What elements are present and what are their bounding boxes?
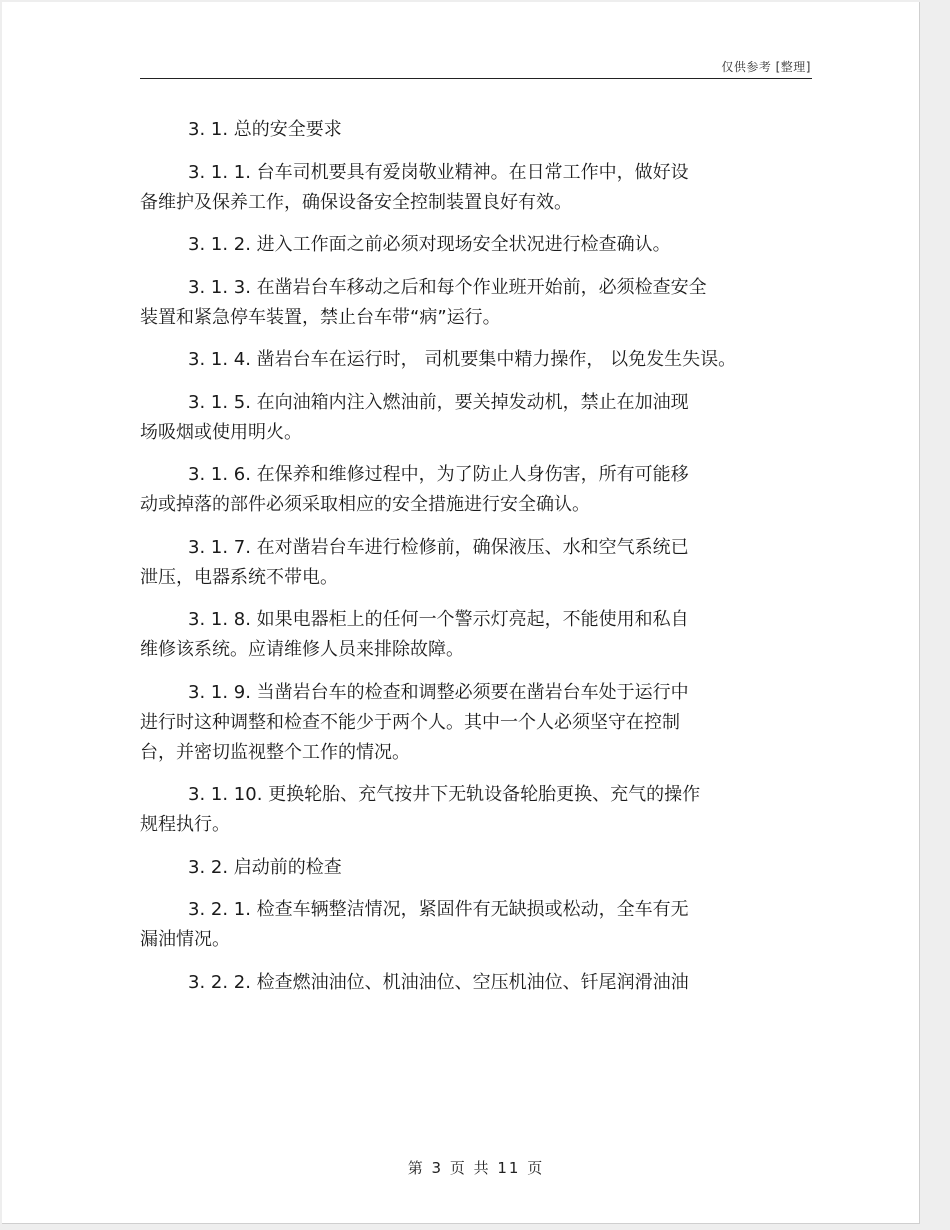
text-line: 3. 1. 2. 进入工作面之前必须对现场安全状况进行检查确认。 [188,234,671,255]
paragraph-gap [140,218,810,231]
page-header: 仅供参考 [整理] [721,60,811,74]
paragraph [140,273,810,333]
text-line: 3. 1. 3. 在凿岩台车移动之后和每个作业班开始前，必须检查安全 [188,276,707,298]
header-divider [140,78,812,79]
paragraph [140,388,810,448]
text-line: 备维护及保养工作，确保设备安全控制装置良好有效。 [140,191,572,213]
text-line: 台，并密切监视整个工作的情况。 [140,741,410,763]
text-line: 3. 1. 1. 台车司机要具有爱岗敬业精神。在日常工作中，做好设 [188,161,689,183]
text-line: 3. 1. 7. 在对凿岩台车进行检修前，确保液压、水和空气系统已 [188,536,689,558]
page-footer: 第 3 页 共 11 页 [407,1159,545,1177]
paragraph [140,533,810,593]
paragraph-gap [140,840,810,853]
paragraph [140,853,810,883]
paragraph-gap [140,333,810,346]
paragraph-gap [140,955,810,968]
paragraph [140,345,810,375]
paragraph-gap [140,593,810,606]
paragraph-gap [140,448,810,461]
paragraph [140,605,810,665]
paragraph [140,158,810,218]
text-line: 泄压，电器系统不带电。 [140,566,338,588]
document-page [2,2,920,1224]
text-line: 装置和紧急停车装置，禁止台车带“病”运行。 [140,306,501,328]
paragraph-gap [140,665,810,678]
text-line: 3. 1. 10. 更换轮胎、充气按井下无轨设备轮胎更换、充气的操作 [188,784,701,805]
text-line: 规程执行。 [140,814,230,835]
paragraph [140,780,810,840]
text-line: 3. 1. 4. 凿岩台车在运行时， 司机要集中精力操作， 以免发生失误。 [188,349,737,370]
paragraph-gap [140,883,810,896]
text-line: 3. 2. 2. 检查燃油油位、机油油位、空压机油位、钎尾润滑油油 [188,971,689,993]
paragraph-gap [140,768,810,781]
paragraph-gap [140,520,810,533]
paragraph-gap [140,145,810,158]
text-line: 3. 1. 总的安全要求 [188,119,342,140]
paragraph-gap [140,375,810,388]
paragraph [140,968,810,998]
text-line: 漏油情况。 [140,929,230,950]
paragraph-gap [140,260,810,273]
paragraph [140,115,810,145]
page-body [140,115,810,998]
paragraph [140,230,810,260]
text-line: 3. 2. 启动前的检查 [188,856,342,878]
text-line: 3. 2. 1. 检查车辆整洁情况，紧固件有无缺损或松动，全车有无 [188,899,689,920]
paragraph [140,895,810,955]
text-line: 动或掉落的部件必须采取相应的安全措施进行安全确认。 [140,494,590,515]
text-line: 3. 1. 6. 在保养和维修过程中，为了防止人身伤害，所有可能移 [188,464,689,485]
paragraph [140,678,810,768]
paragraph [140,460,810,520]
text-line: 进行时这种调整和检查不能少于两个人。其中一个人必须坚守在控制 [140,711,680,733]
text-line: 维修该系统。应请维修人员来排除故障。 [140,639,464,660]
text-line: 3. 1. 8. 如果电器柜上的任何一个警示灯亮起，不能使用和私自 [188,609,689,630]
text-line: 场吸烟或使用明火。 [140,421,302,443]
text-line: 3. 1. 9. 当凿岩台车的检查和调整必须要在凿岩台车处于运行中 [188,681,689,703]
text-line: 3. 1. 5. 在向油箱内注入燃油前，要关掉发动机，禁止在加油现 [188,391,689,413]
